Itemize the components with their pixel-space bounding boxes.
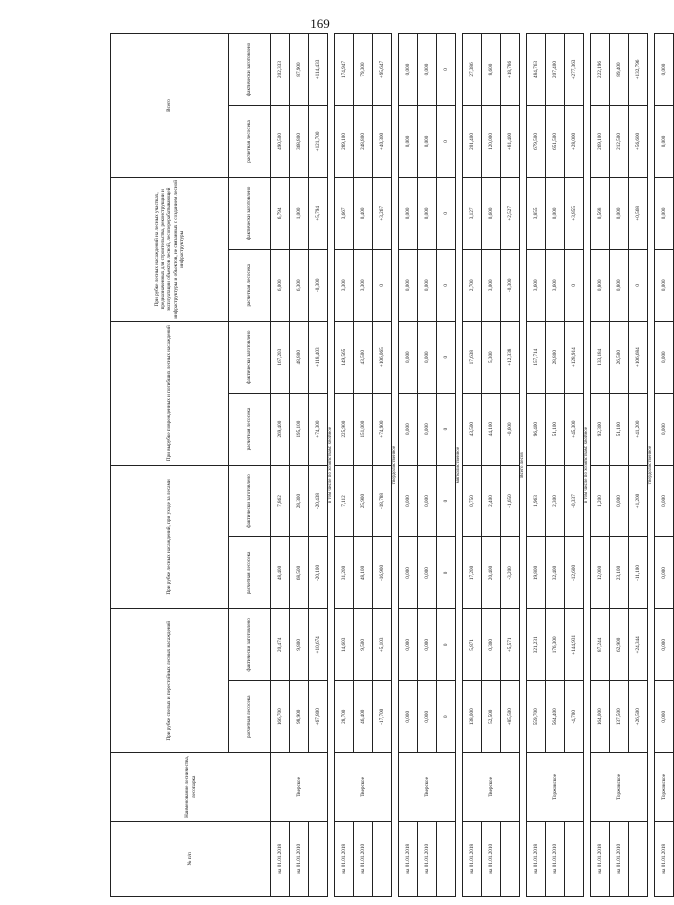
table-row bbox=[335, 34, 354, 897]
value-cell: +5,794 bbox=[309, 177, 328, 249]
value-cell: 0,000 bbox=[399, 681, 418, 753]
value-cell: 202,333 bbox=[271, 34, 290, 106]
value-cell: 0,000 bbox=[399, 34, 418, 106]
value-cell: +24,344 bbox=[629, 609, 648, 681]
value-cell: 3,667 bbox=[335, 177, 354, 249]
value-cell: 176,300 bbox=[546, 609, 565, 681]
row-date bbox=[565, 821, 584, 896]
subheader-calc: расчетная лесосека bbox=[229, 106, 271, 178]
value-cell: +18,786 bbox=[501, 34, 520, 106]
row-date: на 01.01.2010 bbox=[546, 821, 565, 896]
subheader-fact: фактически заготовлено bbox=[229, 609, 271, 681]
value-cell: 2,400 bbox=[482, 465, 501, 537]
value-cell: 3,855 bbox=[527, 177, 546, 249]
value-cell: 0,000 bbox=[399, 249, 418, 321]
value-cell: 0,000 bbox=[418, 106, 437, 178]
value-cell: +2,527 bbox=[501, 177, 520, 249]
value-cell: +118,403 bbox=[309, 321, 328, 393]
value-cell: -4,700 bbox=[565, 681, 584, 753]
value-cell: 0 bbox=[437, 465, 456, 537]
value-cell: +3,855 bbox=[565, 177, 584, 249]
value-cell: 3,600 bbox=[546, 249, 565, 321]
table-row bbox=[463, 34, 482, 897]
value-cell: -18,788 bbox=[373, 465, 392, 537]
value-cell: 31,200 bbox=[335, 537, 354, 609]
value-cell: +81,400 bbox=[501, 106, 520, 178]
value-cell: 0 bbox=[437, 34, 456, 106]
value-cell: 3,300 bbox=[354, 249, 373, 321]
value-cell: 120,000 bbox=[482, 106, 501, 178]
value-cell: +67,800 bbox=[309, 681, 328, 753]
value-cell: +74,300 bbox=[309, 393, 328, 465]
value-cell: 0 bbox=[437, 537, 456, 609]
value-cell: 0,000 bbox=[418, 537, 437, 609]
value-cell: 20,400 bbox=[482, 537, 501, 609]
value-cell: 0,000 bbox=[418, 465, 437, 537]
value-cell: 248,800 bbox=[354, 106, 373, 178]
subheader-fact: фактически заготовлено bbox=[229, 321, 271, 393]
value-cell: 1,000 bbox=[290, 177, 309, 249]
forestry-name: Торжокское bbox=[655, 753, 674, 821]
value-cell: +40,300 bbox=[373, 106, 392, 178]
value-cell: +277,363 bbox=[565, 34, 584, 106]
value-cell: 5,871 bbox=[463, 609, 482, 681]
value-cell: 96,400 bbox=[527, 393, 546, 465]
value-cell: 1,963 bbox=[527, 465, 546, 537]
value-cell: 3,600 bbox=[527, 249, 546, 321]
value-cell: 0,000 bbox=[399, 465, 418, 537]
header-name: Наименование лесничества, лесопарка bbox=[111, 753, 271, 821]
header-group-3: При вырубке поврежденных и погибших лесных насаждений bbox=[111, 321, 229, 465]
value-cell: 225,900 bbox=[335, 393, 354, 465]
value-cell: 0,000 bbox=[546, 177, 565, 249]
value-cell: -1,650 bbox=[501, 465, 520, 537]
value-cell: 679,500 bbox=[527, 106, 546, 178]
value-cell: +0,568 bbox=[629, 177, 648, 249]
value-cell: 48,100 bbox=[354, 537, 373, 609]
value-cell: 0,000 bbox=[418, 249, 437, 321]
value-cell: +144,931 bbox=[565, 609, 584, 681]
section-label: в том числе по хозяйствам: хвойное bbox=[584, 34, 591, 897]
value-cell: 289,100 bbox=[335, 106, 354, 178]
header-num: № п/п bbox=[111, 821, 271, 896]
value-cell: 48,400 bbox=[271, 537, 290, 609]
value-cell: 174,947 bbox=[335, 34, 354, 106]
value-cell: 28,300 bbox=[290, 465, 309, 537]
value-cell: -16,900 bbox=[373, 537, 392, 609]
value-cell: 6,000 bbox=[271, 249, 290, 321]
value-cell: 0,000 bbox=[655, 177, 674, 249]
value-cell: 0,000 bbox=[418, 34, 437, 106]
value-cell: 0,800 bbox=[591, 249, 610, 321]
value-cell: 27,386 bbox=[463, 34, 482, 106]
value-cell: 0,000 bbox=[655, 321, 674, 393]
value-cell: +45,300 bbox=[565, 393, 584, 465]
value-cell: 0,000 bbox=[655, 106, 674, 178]
value-cell: 3,300 bbox=[335, 249, 354, 321]
value-cell: 3,127 bbox=[463, 177, 482, 249]
row-date: на 01.01.2018 bbox=[399, 821, 418, 896]
value-cell: +85,500 bbox=[501, 681, 520, 753]
value-cell: +10,674 bbox=[309, 609, 328, 681]
section-label-row bbox=[328, 34, 335, 897]
value-cell: 32,400 bbox=[546, 537, 565, 609]
value-cell: -0,337 bbox=[565, 465, 584, 537]
value-cell: 44,100 bbox=[482, 393, 501, 465]
value-cell: 17,638 bbox=[463, 321, 482, 393]
value-cell: 651,500 bbox=[546, 106, 565, 178]
value-cell: 0,300 bbox=[482, 609, 501, 681]
forestry-name: Торжокское bbox=[591, 753, 648, 821]
header-group-4: При рубке лесных насаждений на лесных участках, предназначенных для строительства, реконструкции и эксплуатации объектов лесной, лесоперерабатывающей инфраструктуры и объектов, не связанных с созданием лесной инфраструктуры bbox=[111, 177, 229, 321]
value-cell: 87,244 bbox=[591, 609, 610, 681]
value-cell: 26,500 bbox=[610, 321, 629, 393]
value-cell: +41,200 bbox=[629, 393, 648, 465]
value-cell: 137,500 bbox=[610, 681, 629, 753]
subheader-fact: фактически заготовлено bbox=[229, 34, 271, 106]
value-cell: 0 bbox=[437, 393, 456, 465]
value-cell: +128,914 bbox=[565, 321, 584, 393]
value-cell: 0,800 bbox=[610, 249, 629, 321]
value-cell: -20,100 bbox=[309, 537, 328, 609]
table-row bbox=[591, 34, 610, 897]
header-group-2: При рубке лесных насаждений, при уходе за лесами bbox=[111, 465, 229, 609]
value-cell: +56,600 bbox=[629, 106, 648, 178]
value-cell: 0,568 bbox=[591, 177, 610, 249]
value-cell: 0,000 bbox=[418, 609, 437, 681]
value-cell: -0,300 bbox=[501, 249, 520, 321]
value-cell: 490,500 bbox=[271, 106, 290, 178]
value-cell: 62,900 bbox=[610, 609, 629, 681]
value-cell: +26,500 bbox=[629, 681, 648, 753]
row-date: на 01.01.2018 bbox=[335, 821, 354, 896]
value-cell: 28,800 bbox=[546, 321, 565, 393]
value-cell: +106,065 bbox=[373, 321, 392, 393]
value-cell: 14,603 bbox=[335, 609, 354, 681]
page-number: 169 bbox=[310, 16, 330, 31]
value-cell: 559,700 bbox=[527, 681, 546, 753]
value-cell: 0,000 bbox=[399, 537, 418, 609]
forestry-name: Тверское bbox=[271, 753, 328, 821]
value-cell: 0 bbox=[437, 249, 456, 321]
header-group-5: Всего bbox=[111, 34, 229, 178]
table-body bbox=[271, 34, 674, 897]
value-cell: 51,100 bbox=[610, 393, 629, 465]
value-cell: 0,000 bbox=[655, 537, 674, 609]
row-date: на 01.01.2010 bbox=[418, 821, 437, 896]
value-cell: 9,800 bbox=[290, 609, 309, 681]
section-label-row bbox=[520, 34, 527, 897]
value-cell: 2,700 bbox=[463, 249, 482, 321]
section-label: твердолиственное bbox=[392, 34, 399, 897]
table-row bbox=[271, 34, 290, 897]
value-cell: 133,184 bbox=[591, 321, 610, 393]
value-cell: 6,300 bbox=[290, 249, 309, 321]
value-cell: 166,700 bbox=[271, 681, 290, 753]
value-cell: 2,300 bbox=[546, 465, 565, 537]
value-cell: -17,700 bbox=[373, 681, 392, 753]
value-cell: 7,862 bbox=[271, 465, 290, 537]
value-cell: 17,200 bbox=[463, 537, 482, 609]
subheader-calc: расчетная лесосека bbox=[229, 249, 271, 321]
value-cell: 222,196 bbox=[591, 34, 610, 106]
value-cell: 0 bbox=[437, 177, 456, 249]
value-cell: 92,300 bbox=[591, 393, 610, 465]
value-cell: 212,500 bbox=[610, 106, 629, 178]
value-cell: -0,600 bbox=[501, 393, 520, 465]
value-cell: 0,000 bbox=[655, 34, 674, 106]
row-date: на 01.01.2018 bbox=[463, 821, 482, 896]
value-cell: 0,000 bbox=[655, 609, 674, 681]
section-label-row bbox=[392, 34, 399, 897]
value-cell: 0,600 bbox=[482, 177, 501, 249]
value-cell: 25,900 bbox=[354, 465, 373, 537]
value-cell: 201,400 bbox=[463, 106, 482, 178]
value-cell: 43,500 bbox=[354, 321, 373, 393]
value-cell: +132,796 bbox=[629, 34, 648, 106]
value-cell: 23,100 bbox=[610, 537, 629, 609]
value-cell: 79,300 bbox=[354, 34, 373, 106]
value-cell: 0,000 bbox=[655, 249, 674, 321]
row-date: на 01.01.2018 bbox=[271, 821, 290, 896]
row-date: на 01.01.2010 bbox=[610, 821, 629, 896]
subheader-calc: расчетная лесосека bbox=[229, 393, 271, 465]
section-label: в том числе по хозяйствам: хвойное bbox=[328, 34, 335, 897]
value-cell: 0,000 bbox=[610, 465, 629, 537]
value-cell: 0 bbox=[437, 681, 456, 753]
value-cell: +114,433 bbox=[309, 34, 328, 106]
value-cell: 7,112 bbox=[335, 465, 354, 537]
value-cell: 3,000 bbox=[482, 249, 501, 321]
subheader-fact: фактически заготовлено bbox=[229, 465, 271, 537]
subheader-fact: фактически заготовлено bbox=[229, 177, 271, 249]
forestry-name: Тверское bbox=[335, 753, 392, 821]
row-date: на 01.01.2018 bbox=[655, 821, 674, 896]
value-cell: 0,750 bbox=[463, 465, 482, 537]
value-cell: +5,571 bbox=[501, 609, 520, 681]
value-cell: 195,100 bbox=[290, 393, 309, 465]
value-cell: 0,000 bbox=[399, 393, 418, 465]
subheader-calc: расчетная лесосека bbox=[229, 681, 271, 753]
row-date bbox=[629, 821, 648, 896]
row-date bbox=[437, 821, 456, 896]
value-cell: 6,794 bbox=[271, 177, 290, 249]
value-cell: 48,800 bbox=[290, 321, 309, 393]
value-cell: -12,600 bbox=[565, 537, 584, 609]
section-label: Всего лесов bbox=[520, 34, 527, 897]
value-cell: 0,000 bbox=[399, 321, 418, 393]
value-cell: +74,900 bbox=[373, 393, 392, 465]
value-cell: -3,200 bbox=[501, 537, 520, 609]
section-label-row bbox=[648, 34, 655, 897]
row-date bbox=[373, 821, 392, 896]
value-cell: 5,300 bbox=[482, 321, 501, 393]
value-cell: -0,300 bbox=[309, 249, 328, 321]
value-cell: 0,000 bbox=[399, 177, 418, 249]
value-cell: 12,000 bbox=[591, 537, 610, 609]
value-cell: 0 bbox=[437, 609, 456, 681]
value-cell: 1,200 bbox=[591, 465, 610, 537]
row-date: на 01.01.2018 bbox=[527, 821, 546, 896]
section-label-row bbox=[456, 34, 463, 897]
value-cell: 269,100 bbox=[591, 106, 610, 178]
value-cell: +28,000 bbox=[565, 106, 584, 178]
row-date bbox=[501, 821, 520, 896]
value-cell: 368,800 bbox=[290, 106, 309, 178]
value-cell: 321,231 bbox=[527, 609, 546, 681]
value-cell: 68,500 bbox=[290, 537, 309, 609]
value-cell: 0,000 bbox=[655, 681, 674, 753]
value-cell: +95,647 bbox=[373, 34, 392, 106]
value-cell: 28,700 bbox=[335, 681, 354, 753]
value-cell: 0 bbox=[373, 249, 392, 321]
row-date: на 01.01.2018 bbox=[591, 821, 610, 896]
value-cell: -20,438 bbox=[309, 465, 328, 537]
value-cell: 164,000 bbox=[591, 681, 610, 753]
row-date: на 01.01.2010 bbox=[354, 821, 373, 896]
value-cell: 0 bbox=[629, 249, 648, 321]
row-date bbox=[309, 821, 328, 896]
forestry-name: Торжокское bbox=[527, 753, 584, 821]
value-cell: 0,000 bbox=[655, 393, 674, 465]
table-row bbox=[399, 34, 418, 897]
value-cell: 138,000 bbox=[463, 681, 482, 753]
value-cell: +3,267 bbox=[373, 177, 392, 249]
value-cell: 207,400 bbox=[546, 34, 565, 106]
value-cell: 167,203 bbox=[271, 321, 290, 393]
value-cell: 0,000 bbox=[418, 681, 437, 753]
table-row bbox=[527, 34, 546, 897]
value-cell: 484,763 bbox=[527, 34, 546, 106]
value-cell: 157,714 bbox=[527, 321, 546, 393]
rotated-table-wrapper bbox=[110, 33, 667, 897]
value-cell: -11,100 bbox=[629, 537, 648, 609]
value-cell: 89,400 bbox=[610, 34, 629, 106]
value-cell: 8,600 bbox=[482, 34, 501, 106]
table-row bbox=[655, 34, 674, 897]
value-cell: 0,000 bbox=[610, 177, 629, 249]
forestry-name: Тверское bbox=[463, 753, 520, 821]
subheader-calc: расчетная лесосека bbox=[229, 537, 271, 609]
value-cell: 0 bbox=[437, 106, 456, 178]
value-cell: 51,100 bbox=[546, 393, 565, 465]
value-cell: 0,000 bbox=[655, 465, 674, 537]
value-cell: +12,338 bbox=[501, 321, 520, 393]
value-cell: 0 bbox=[437, 321, 456, 393]
value-cell: 46,400 bbox=[354, 681, 373, 753]
section-label-row bbox=[584, 34, 591, 897]
section-label: мягколиственное bbox=[456, 34, 463, 897]
value-cell: 0,000 bbox=[399, 106, 418, 178]
row-date: на 01.01.2010 bbox=[482, 821, 501, 896]
value-cell: 0,400 bbox=[354, 177, 373, 249]
value-cell: 9,500 bbox=[354, 609, 373, 681]
value-cell: 87,900 bbox=[290, 34, 309, 106]
value-cell: 564,400 bbox=[546, 681, 565, 753]
value-cell: +1,200 bbox=[629, 465, 648, 537]
value-cell: 0,000 bbox=[399, 609, 418, 681]
header-group-1: При рубке спелых и перестойных лесных насаждений bbox=[111, 609, 229, 753]
value-cell: +121,700 bbox=[309, 106, 328, 178]
row-date: на 01.01.2010 bbox=[290, 821, 309, 896]
value-cell: 20,474 bbox=[271, 609, 290, 681]
value-cell: 0,000 bbox=[418, 177, 437, 249]
harvest-table bbox=[110, 33, 674, 897]
forestry-name: Тверское bbox=[399, 753, 456, 821]
value-cell: 269,400 bbox=[271, 393, 290, 465]
value-cell: 149,565 bbox=[335, 321, 354, 393]
value-cell: +106,684 bbox=[629, 321, 648, 393]
value-cell: +5,103 bbox=[373, 609, 392, 681]
value-cell: 19,800 bbox=[527, 537, 546, 609]
value-cell: 0,000 bbox=[418, 393, 437, 465]
value-cell: 98,900 bbox=[290, 681, 309, 753]
value-cell: 52,500 bbox=[482, 681, 501, 753]
value-cell: 151,000 bbox=[354, 393, 373, 465]
value-cell: 0,000 bbox=[418, 321, 437, 393]
section-label: твердолиственное bbox=[648, 34, 655, 897]
value-cell: 0 bbox=[565, 249, 584, 321]
value-cell: 43,500 bbox=[463, 393, 482, 465]
